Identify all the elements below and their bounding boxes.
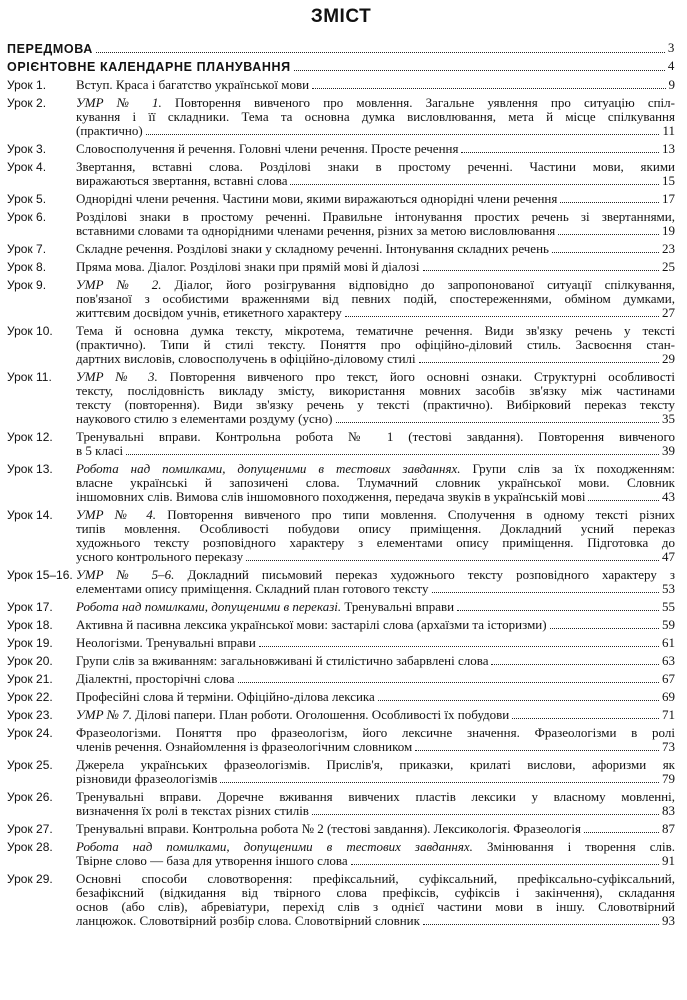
lesson-description bbox=[76, 260, 675, 274]
line-text: Робота над помилками, допущеними в переказі. Тренувальні вправи bbox=[76, 599, 455, 614]
leader-dots bbox=[146, 134, 660, 135]
lead-italic: УМР № 3. bbox=[76, 369, 158, 384]
toc-entry[interactable] bbox=[7, 96, 675, 138]
toc-entry[interactable] bbox=[7, 142, 675, 156]
description-line bbox=[76, 224, 675, 238]
lesson-description bbox=[76, 370, 675, 426]
leader-dots bbox=[351, 864, 659, 865]
line-text: типів мовлення. Особливості побудови опису приміщення. Докладний усний переказ bbox=[76, 521, 675, 536]
line-text: основ (або слів), абревіатури, перехід слів з однієї частини мови в іншу. Словотвірний bbox=[76, 899, 675, 914]
line-text: Неологізми. Тренувальні вправи bbox=[76, 635, 256, 650]
description-line bbox=[76, 444, 675, 458]
toc-entry[interactable] bbox=[7, 600, 675, 614]
lesson-description bbox=[76, 654, 675, 668]
description-line bbox=[76, 110, 675, 124]
page-number: 19 bbox=[662, 223, 675, 238]
lesson-number: Урок 26. bbox=[7, 790, 53, 804]
toc-entry[interactable] bbox=[7, 324, 675, 366]
front-item-label: ОРІЄНТОВНЕ КАЛЕНДАРНЕ ПЛАНУВАННЯ bbox=[7, 60, 291, 74]
line-text: пов'язаної з особистими враженнями від певних подій, спостереженнями, обміном думками, bbox=[76, 291, 675, 306]
page-number: 47 bbox=[662, 549, 675, 564]
lesson-number: Урок 24. bbox=[7, 726, 53, 740]
line-text: Тренувальні вправи. Доречне вживання вивчених пластів лексики у власному мовленні, bbox=[76, 789, 675, 804]
leader-dots bbox=[512, 718, 659, 719]
line-text: Твірне слово — база для утворення іншого слова bbox=[76, 853, 348, 868]
page-number: 59 bbox=[662, 617, 675, 632]
toc-entry[interactable] bbox=[7, 758, 675, 786]
line-text: УМР № 3. Повторення вивченого про текст, його основні ознаки. Структурні особливості bbox=[76, 369, 675, 384]
description-line bbox=[76, 462, 675, 476]
lesson-number: Урок 19. bbox=[7, 636, 53, 650]
lesson-description bbox=[76, 242, 675, 256]
page-number: 61 bbox=[662, 635, 675, 650]
line-text: (практично) bbox=[76, 123, 143, 138]
lesson-number: Урок 28. bbox=[7, 840, 53, 854]
description-line bbox=[76, 854, 675, 868]
leader-dots bbox=[238, 682, 659, 683]
description-line bbox=[76, 174, 675, 188]
line-text: УМР № 7. Ділові папери. План роботи. Оголошення. Особливості їх побудови bbox=[76, 707, 510, 722]
description-line bbox=[76, 278, 675, 292]
page-number: 63 bbox=[662, 653, 675, 668]
description-line bbox=[76, 210, 675, 224]
description-line bbox=[76, 78, 675, 92]
lesson-description bbox=[76, 508, 675, 564]
line-text: кування і її складники. Тема та основна думка висловлювання, мета й місце спілкування bbox=[76, 109, 675, 124]
lesson-description bbox=[76, 160, 675, 188]
lesson-number: Урок 8. bbox=[7, 260, 47, 274]
front-item[interactable] bbox=[7, 38, 675, 56]
leader-dots bbox=[259, 646, 659, 647]
leader-dots bbox=[423, 924, 659, 925]
description-line bbox=[76, 142, 675, 156]
line-text: Звертання, вставні слова. Розділові знаки в простому реченні. Частини мови, якими bbox=[76, 159, 675, 174]
leader-dots bbox=[415, 750, 659, 751]
page-title: ЗМІСТ bbox=[310, 6, 372, 27]
leader-dots bbox=[491, 664, 659, 665]
toc-entry[interactable] bbox=[7, 78, 675, 92]
description-line bbox=[76, 726, 675, 740]
lesson-description bbox=[76, 758, 675, 786]
line-text: іншомовних слів. Вимова слів іншомовного походження, передача звуків в українській мові bbox=[76, 489, 586, 504]
lesson-description bbox=[76, 822, 675, 836]
description-line bbox=[76, 124, 675, 138]
description-line bbox=[76, 672, 675, 686]
leader-dots bbox=[461, 152, 659, 153]
line-text: елементами опису приміщення. Складний план готового тексту bbox=[76, 581, 429, 596]
description-line bbox=[76, 292, 675, 306]
line-text: членів речення. Ознайомлення із фразеологічним словником bbox=[76, 739, 413, 754]
description-line bbox=[76, 758, 675, 772]
toc-entry[interactable] bbox=[7, 672, 675, 686]
leader-dots bbox=[312, 814, 659, 815]
lesson-description bbox=[76, 840, 675, 868]
description-line bbox=[76, 618, 675, 632]
line-text: Словосполучення й речення. Головні члени речення. Просте речення bbox=[76, 141, 459, 156]
line-text: ланцюжок. Словотвірний розбір слова. Словотвірний словник bbox=[76, 913, 420, 928]
page-number: 23 bbox=[662, 241, 675, 256]
leader-dots bbox=[432, 592, 660, 593]
lesson-number: Урок 4. bbox=[7, 160, 47, 174]
line-text: вставними словами та однорідними членами речення, різних за метою висловлювання bbox=[76, 223, 556, 238]
lesson-description bbox=[76, 142, 675, 156]
lesson-number: Урок 20. bbox=[7, 654, 53, 668]
leader-dots bbox=[558, 234, 659, 235]
lesson-description bbox=[76, 568, 675, 596]
lesson-description bbox=[76, 618, 675, 632]
line-text: дартних висловів, словосполучень в офіційно-діловому стилі bbox=[76, 351, 416, 366]
description-line bbox=[76, 772, 675, 786]
lead-italic: Робота над помилками, допущеними в переказі. bbox=[76, 599, 342, 614]
page-number: 55 bbox=[662, 599, 675, 614]
line-text: Групи слів за вживанням: загальновживані й стилістично забарвлені слова bbox=[76, 653, 489, 668]
line-text: власне українські й запозичені слова. Тлумачний словник української мови. Словник bbox=[76, 475, 675, 490]
line-text: Джерела українських фразеологізмів. Прислів'я, приказки, крилаті вислови, афоризми як bbox=[76, 757, 675, 772]
lead-italic: Робота над помилками, допущеними в тестових завданнях. bbox=[76, 839, 473, 854]
leader-dots bbox=[345, 316, 659, 317]
toc-entry[interactable] bbox=[7, 618, 675, 632]
description-line bbox=[76, 822, 675, 836]
line-text: Тренувальні вправи. Контрольна робота № 1 (тестові завдання). Повторення вивченого bbox=[76, 429, 675, 444]
toc-entry[interactable] bbox=[7, 790, 675, 818]
lesson-description bbox=[76, 324, 675, 366]
line-text: в 5 класі bbox=[76, 443, 124, 458]
leader-dots bbox=[457, 610, 659, 611]
leader-dots bbox=[560, 202, 659, 203]
toc-entry[interactable] bbox=[7, 568, 675, 596]
toc-entry[interactable] bbox=[7, 278, 675, 320]
line-text: Складне речення. Розділові знаки у складному реченні. Інтонування складних речень bbox=[76, 241, 549, 256]
toc-entry[interactable] bbox=[7, 192, 675, 206]
toc-entry[interactable] bbox=[7, 260, 675, 274]
lesson-number: Урок 2. bbox=[7, 96, 47, 110]
lesson-description bbox=[76, 430, 675, 458]
line-text: художнього тексту розповідного характеру з елементами опису приміщення. Підготовка до bbox=[76, 535, 675, 550]
lesson-number: Урок 18. bbox=[7, 618, 53, 632]
page-number: 3 bbox=[667, 40, 675, 55]
description-line bbox=[76, 886, 675, 900]
toc-entry[interactable] bbox=[7, 726, 675, 754]
description-line bbox=[76, 600, 675, 614]
lesson-description bbox=[76, 78, 675, 92]
lesson-number: Урок 17. bbox=[7, 600, 53, 614]
lesson-description bbox=[76, 210, 675, 238]
toc-list bbox=[7, 78, 675, 928]
leader-dots bbox=[246, 560, 659, 561]
description-line bbox=[76, 636, 675, 650]
page-number: 87 bbox=[662, 821, 675, 836]
page-number: 17 bbox=[662, 191, 675, 206]
description-line bbox=[76, 490, 675, 504]
front-item-label: ПЕРЕДМОВА bbox=[7, 42, 93, 56]
lesson-number: Урок 14. bbox=[7, 508, 53, 522]
leader-dots bbox=[290, 184, 659, 185]
line-text: (практично). Типи й стилі тексту. Поняття про офіційно-діловий стиль. Засвоєння стан- bbox=[76, 337, 675, 352]
description-line bbox=[76, 690, 675, 704]
lesson-number: Урок 7. bbox=[7, 242, 47, 256]
page-number: 43 bbox=[662, 489, 675, 504]
lesson-description bbox=[76, 600, 675, 614]
line-text: різновиди фразеологізмів bbox=[76, 771, 218, 786]
description-line bbox=[76, 654, 675, 668]
lesson-description bbox=[76, 278, 675, 320]
toc-entry[interactable] bbox=[7, 508, 675, 564]
line-text: тексту, послідовність викладу змісту, використання мовних засобів зв'язку між частинами bbox=[76, 383, 675, 398]
lesson-number: Урок 22. bbox=[7, 690, 53, 704]
line-text: УМР № 5–6. Докладний письмовий переказ художнього тексту розповідного характеру з bbox=[76, 567, 676, 582]
page-number: 29 bbox=[662, 351, 675, 366]
toc-entry[interactable] bbox=[7, 708, 675, 722]
toc-entry[interactable] bbox=[7, 430, 675, 458]
lesson-number: Урок 29. bbox=[7, 872, 53, 886]
description-line bbox=[76, 804, 675, 818]
description-line bbox=[76, 508, 675, 522]
line-text: Вступ. Краса і багатство української мови bbox=[76, 77, 310, 92]
description-line bbox=[76, 338, 675, 352]
lesson-description bbox=[76, 96, 675, 138]
lesson-description bbox=[76, 690, 675, 704]
line-text: Фразеологізми. Поняття про фразеологізм, його лексичне значення. Фразеологізми в ролі bbox=[76, 725, 675, 740]
line-text: наукового стилю з елементами роздуму (усно) bbox=[76, 411, 333, 426]
line-text: Розділові знаки в простому реченні. Правильне інтонування простих речень зі звертаннями, bbox=[76, 209, 675, 224]
lesson-description bbox=[76, 462, 675, 504]
leader-dots bbox=[378, 700, 659, 701]
leader-dots bbox=[126, 454, 659, 455]
leader-dots bbox=[96, 52, 665, 53]
lead-italic: УМР № 4. bbox=[76, 507, 156, 522]
lead-italic: Робота над помилками, допущеними в тестових завданнях. bbox=[76, 461, 461, 476]
line-text: виражаються звертання, вставні слова bbox=[76, 173, 288, 188]
page-number: 11 bbox=[662, 123, 675, 138]
lesson-description bbox=[76, 636, 675, 650]
lesson-number: Урок 1. bbox=[7, 78, 47, 92]
description-line bbox=[76, 476, 675, 490]
lesson-description bbox=[76, 192, 675, 206]
line-text: Професійні слова й терміни. Офіційно-ділова лексика bbox=[76, 689, 375, 704]
description-line bbox=[76, 398, 675, 412]
leader-dots bbox=[336, 422, 659, 423]
toc-entry[interactable] bbox=[7, 840, 675, 868]
front-matter bbox=[7, 38, 675, 74]
description-line bbox=[76, 306, 675, 320]
description-line bbox=[76, 872, 675, 886]
description-line bbox=[76, 160, 675, 174]
toc-entry[interactable] bbox=[7, 654, 675, 668]
lead-italic: УМР № 2. bbox=[76, 277, 162, 292]
toc-entry[interactable] bbox=[7, 690, 675, 704]
description-line bbox=[76, 352, 675, 366]
line-text: життєвим досвідом учнів, етикетного характеру bbox=[76, 305, 342, 320]
description-line bbox=[76, 790, 675, 804]
toc-entry[interactable] bbox=[7, 636, 675, 650]
front-item[interactable] bbox=[7, 56, 675, 74]
page-number: 15 bbox=[662, 173, 675, 188]
line-text: Тема й основна думка тексту, мікротема, тематичне речення. Види зв'язку речень у тексті bbox=[76, 323, 675, 338]
line-text: Робота над помилками, допущеними в тестових завданнях. Змінювання і творення слів. bbox=[76, 839, 675, 854]
lesson-number: Урок 11. bbox=[7, 370, 52, 384]
leader-dots bbox=[220, 782, 659, 783]
description-line bbox=[76, 384, 675, 398]
description-line bbox=[76, 840, 675, 854]
description-line bbox=[76, 550, 675, 564]
line-text: УМР № 2. Діалог, його розігрування відповідно до запропонованої ситуації спілкування, bbox=[76, 277, 675, 292]
page-number: 27 bbox=[662, 305, 675, 320]
toc-entry[interactable] bbox=[7, 462, 675, 504]
lesson-number: Урок 15–16. bbox=[7, 568, 73, 582]
page-number: 39 bbox=[662, 443, 675, 458]
page-number: 25 bbox=[662, 259, 675, 274]
lesson-description bbox=[76, 872, 675, 928]
lesson-number: Урок 6. bbox=[7, 210, 47, 224]
description-line bbox=[76, 568, 675, 582]
page-number: 73 bbox=[662, 739, 675, 754]
page-number: 13 bbox=[662, 141, 675, 156]
toc-entry[interactable] bbox=[7, 242, 675, 256]
line-text: УМР № 4. Повторення вивченого про типи мовлення. Сполучення в одному тексті різних bbox=[76, 507, 675, 522]
description-line bbox=[76, 192, 675, 206]
description-line bbox=[76, 536, 675, 550]
page-number: 4 bbox=[667, 58, 675, 73]
description-line bbox=[76, 740, 675, 754]
page-number: 69 bbox=[662, 689, 675, 704]
description-line bbox=[76, 430, 675, 444]
lesson-number: Урок 3. bbox=[7, 142, 47, 156]
description-line bbox=[76, 96, 675, 110]
page-number: 79 bbox=[662, 771, 675, 786]
line-text: Активна й пасивна лексика української мови: застарілі слова (архаїзми та історизми) bbox=[76, 617, 547, 632]
lesson-description bbox=[76, 726, 675, 754]
description-line bbox=[76, 370, 675, 384]
lesson-number: Урок 27. bbox=[7, 822, 53, 836]
line-text: Тренувальні вправи. Контрольна робота № 2 (тестові завдання). Лексикологія. Фразеологія bbox=[76, 821, 581, 836]
toc-entry[interactable] bbox=[7, 822, 675, 836]
leader-dots bbox=[419, 362, 659, 363]
line-text: Робота над помилками, допущеними в тестових завданнях. Групи слів за їх походженням: bbox=[76, 461, 675, 476]
leader-dots bbox=[423, 270, 659, 271]
lesson-description bbox=[76, 790, 675, 818]
lesson-description bbox=[76, 708, 675, 722]
line-text: УМР № 1. Повторення вивченого про мовлення. Загальне уявлення про ситуацію спіл- bbox=[76, 95, 675, 110]
line-text: усного контрольного переказу bbox=[76, 549, 244, 564]
line-text: Однорідні члени речення. Частини мови, якими виражаються однорідні члени речення bbox=[76, 191, 558, 206]
lesson-number: Урок 23. bbox=[7, 708, 53, 722]
description-line bbox=[76, 522, 675, 536]
line-text: тексту (повторення). Види зв'язку речень у тексті (практично). Вибірковий переказ тексту bbox=[76, 397, 675, 412]
description-line bbox=[76, 900, 675, 914]
lesson-number: Урок 12. bbox=[7, 430, 53, 444]
line-text: Пряма мова. Діалог. Розділові знаки при прямій мові й діалозі bbox=[76, 259, 420, 274]
description-line bbox=[76, 914, 675, 928]
description-line bbox=[76, 242, 675, 256]
lesson-number: Урок 13. bbox=[7, 462, 53, 476]
line-text: безафіксний (відкидання від твірного слова префіксів, суфіксів і закінчення), складання bbox=[76, 885, 675, 900]
toc-entry[interactable] bbox=[7, 160, 675, 188]
lead-italic: УМР № 1. bbox=[76, 95, 162, 110]
line-text: визначення їх ролі в текстах різних стилів bbox=[76, 803, 309, 818]
lesson-number: Урок 21. bbox=[7, 672, 53, 686]
line-text: Основні способи словотворення: префіксальний, суфіксальний, префіксально-суфіксальний, bbox=[76, 871, 675, 886]
lesson-description bbox=[76, 672, 675, 686]
page-number: 83 bbox=[662, 803, 675, 818]
leader-dots bbox=[552, 252, 659, 253]
lesson-number: Урок 9. bbox=[7, 278, 47, 292]
leader-dots bbox=[588, 500, 659, 501]
description-line bbox=[76, 582, 675, 596]
leader-dots bbox=[584, 832, 659, 833]
page-number: 91 bbox=[662, 853, 675, 868]
leader-dots bbox=[550, 628, 659, 629]
page-number: 53 bbox=[662, 581, 675, 596]
page-number: 71 bbox=[662, 707, 675, 722]
lead-italic: УМР № 7. bbox=[76, 707, 133, 722]
leader-dots bbox=[294, 70, 665, 71]
description-line bbox=[76, 260, 675, 274]
toc-entry[interactable] bbox=[7, 210, 675, 238]
toc-entry[interactable] bbox=[7, 872, 675, 928]
page-number: 35 bbox=[662, 411, 675, 426]
description-line bbox=[76, 708, 675, 722]
line-text: Діалектні, просторічні слова bbox=[76, 671, 235, 686]
lead-italic: УМР № 5–6. bbox=[76, 567, 175, 582]
description-line bbox=[76, 324, 675, 338]
page-number: 93 bbox=[662, 913, 675, 928]
lesson-number: Урок 25. bbox=[7, 758, 53, 772]
page-number: 67 bbox=[662, 671, 675, 686]
description-line bbox=[76, 412, 675, 426]
leader-dots bbox=[312, 88, 665, 89]
lesson-number: Урок 10. bbox=[7, 324, 53, 338]
lesson-number: Урок 5. bbox=[7, 192, 47, 206]
toc-entry[interactable] bbox=[7, 370, 675, 426]
page-number: 9 bbox=[668, 77, 675, 92]
